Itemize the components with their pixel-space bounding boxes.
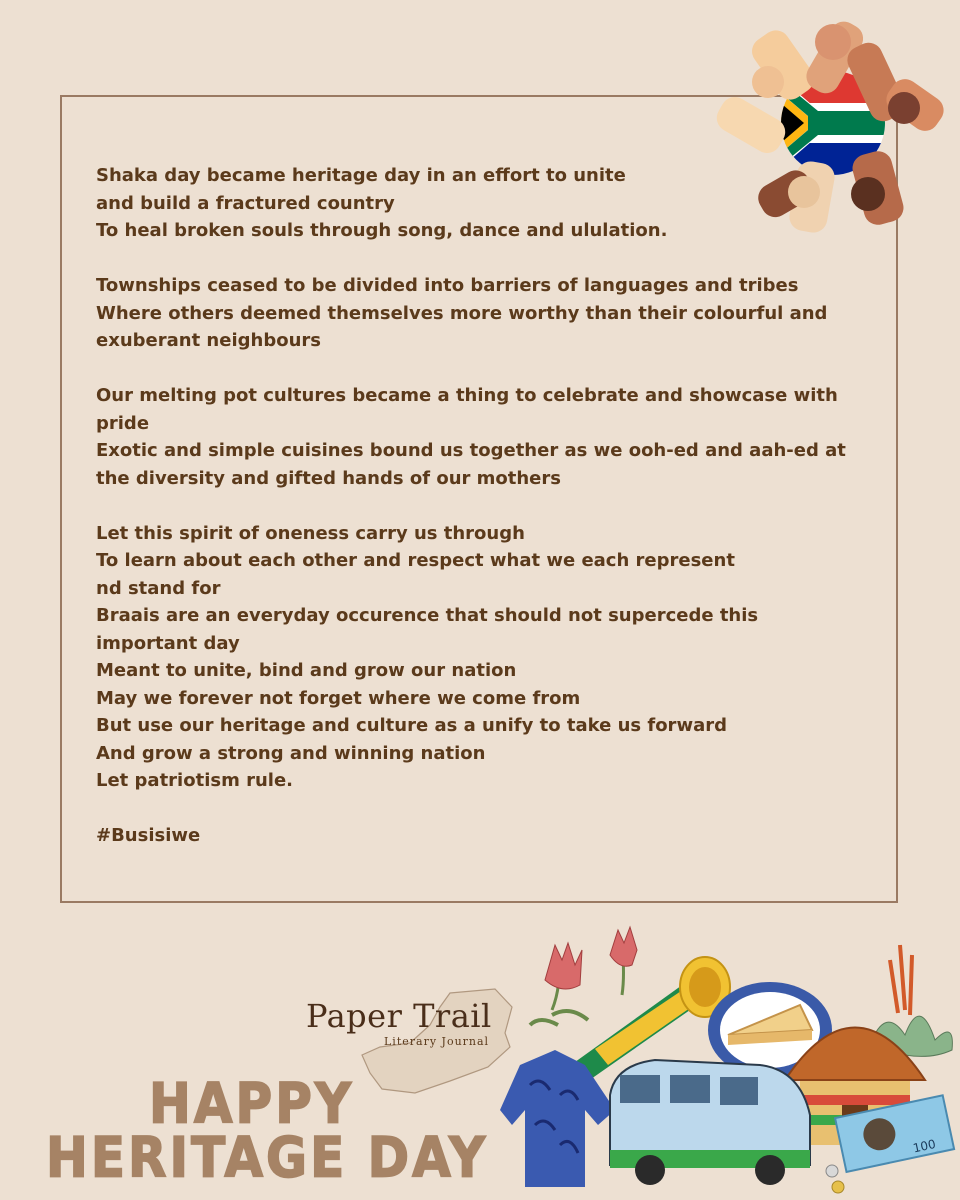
poem-line: Meant to unite, bind and grow our nation bbox=[96, 660, 517, 681]
poem-line: exuberant neighbours bbox=[96, 330, 321, 351]
poem-line: Shaka day became heritage day in an effort to unite bbox=[96, 165, 626, 186]
poem-line: To learn about each other and respect what we each represent bbox=[96, 550, 735, 571]
poem-line: And grow a strong and winning nation bbox=[96, 742, 486, 764]
poem-line: Townships ceased to be divided into barriers of languages and tribes bbox=[96, 275, 799, 296]
poem-line: May we forever not forget where we come from bbox=[96, 687, 581, 709]
poem-line: Let patriotism rule. bbox=[96, 770, 294, 791]
heritage-collage-illustration bbox=[500, 925, 960, 1200]
stanza-gap bbox=[96, 492, 876, 520]
poem-line: the diversity and gifted hands of our mothers bbox=[96, 467, 561, 489]
heading-line-1: HAPPY bbox=[149, 1072, 355, 1136]
poem-line: Braais are an everyday occurence that should not supercede this bbox=[96, 605, 759, 626]
poem-line: Where others deemed themselves more worthy than their colourful and bbox=[96, 302, 828, 324]
poem-text bbox=[96, 162, 876, 850]
stanza-gap bbox=[96, 245, 876, 273]
poem-author: #Busisiwe bbox=[96, 825, 201, 846]
protea-flower-icon bbox=[610, 927, 637, 995]
logo-subtitle: Literary Journal bbox=[384, 1035, 490, 1048]
stanza-gap bbox=[96, 795, 876, 823]
poem-line: Exotic and simple cuisines bound us together as we ooh-ed and aah-ed at bbox=[96, 440, 846, 461]
poem-line: and build a fractured country bbox=[96, 192, 395, 214]
hands-flag-illustration bbox=[708, 12, 953, 234]
poem-line: pride bbox=[96, 412, 150, 434]
poem-line: But use our heritage and culture as a unify to take us forward bbox=[96, 715, 727, 736]
poem-line: Let this spirit of oneness carry us through bbox=[96, 522, 525, 544]
poem-line: Our melting pot cultures became a thing to celebrate and showcase with bbox=[96, 385, 838, 406]
banknote-value: 100 bbox=[911, 1136, 937, 1156]
protea-flower-icon bbox=[530, 943, 588, 1025]
logo-title: Paper Trail bbox=[306, 997, 492, 1035]
heading-line-2: HERITAGE DAY bbox=[46, 1126, 489, 1190]
stanza-gap bbox=[96, 355, 876, 383]
poem-line: important day bbox=[96, 632, 240, 654]
minibus-taxi-icon bbox=[610, 1060, 810, 1185]
poem-line: To heal broken souls through song, dance and ululation. bbox=[96, 220, 668, 241]
poem-line: nd stand for bbox=[96, 577, 221, 599]
